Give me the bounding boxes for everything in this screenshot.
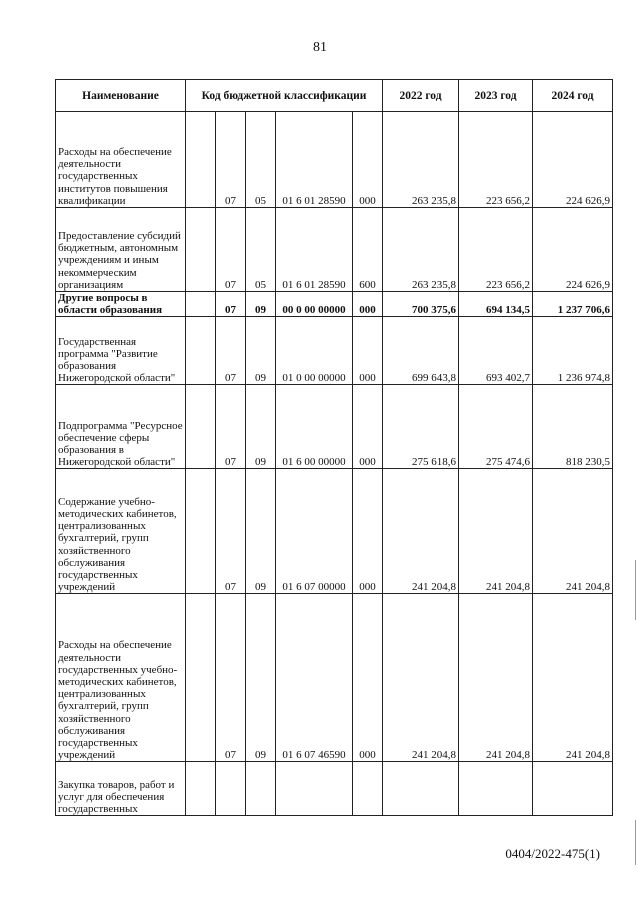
- value-2022-cell: 263 235,8: [383, 112, 459, 208]
- value-2024-cell: 224 626,9: [533, 208, 613, 292]
- code-section-cell: 07: [216, 385, 246, 469]
- header-2022: 2022 год: [383, 80, 459, 112]
- code-cell-0: [186, 112, 216, 208]
- row-name-cell: Подпрограмма "Ресурсное обеспечение сферы образования в Нижегородской области": [56, 385, 186, 469]
- code-cell-0: [186, 208, 216, 292]
- table-row: [56, 469, 613, 594]
- table-row: [56, 762, 613, 816]
- code-target-cell: 01 6 01 28590: [276, 208, 353, 292]
- code-target-cell: 01 6 07 46590: [276, 594, 353, 762]
- value-2022-cell: 263 235,8: [383, 208, 459, 292]
- value-2024-cell: 241 204,8: [533, 594, 613, 762]
- value-2024-cell: 1 236 974,8: [533, 317, 613, 385]
- value-2024-cell: [533, 762, 613, 816]
- code-subsection-cell: 09: [246, 292, 276, 317]
- code-cell-0: [186, 385, 216, 469]
- margin-line: [635, 820, 636, 865]
- code-section-cell: 07: [216, 112, 246, 208]
- code-type-cell: 000: [353, 594, 383, 762]
- value-2023-cell: [459, 762, 533, 816]
- code-section-cell: 07: [216, 469, 246, 594]
- code-cell-0: [186, 762, 216, 816]
- code-type-cell: 600: [353, 208, 383, 292]
- value-2022-cell: [383, 762, 459, 816]
- table-row: [56, 292, 613, 317]
- header-name: Наименование: [56, 80, 186, 112]
- header-2024: 2024 год: [533, 80, 613, 112]
- code-cell-0: [186, 594, 216, 762]
- value-2023-cell: 223 656,2: [459, 112, 533, 208]
- value-2023-cell: 241 204,8: [459, 594, 533, 762]
- value-2023-cell: 693 402,7: [459, 317, 533, 385]
- header-code: Код бюджетной классификации: [186, 80, 383, 112]
- code-subsection-cell: 09: [246, 594, 276, 762]
- code-target-cell: 01 6 01 28590: [276, 112, 353, 208]
- table-row: [56, 112, 613, 208]
- code-target-cell: 01 0 00 00000: [276, 317, 353, 385]
- table-row: [56, 594, 613, 762]
- value-2024-cell: 224 626,9: [533, 112, 613, 208]
- margin-line: [635, 560, 636, 620]
- code-section-cell: 07: [216, 594, 246, 762]
- table-body: [56, 112, 613, 816]
- code-target-cell: 00 0 00 00000: [276, 292, 353, 317]
- code-target-cell: 01 6 00 00000: [276, 385, 353, 469]
- header-row: [56, 80, 613, 112]
- row-name-cell: Закупка товаров, работ и услуг для обеспечения государственных: [56, 762, 186, 816]
- code-type-cell: 000: [353, 469, 383, 594]
- value-2022-cell: 700 375,6: [383, 292, 459, 317]
- code-type-cell: 000: [353, 317, 383, 385]
- document-code: 0404/2022-475(1): [505, 846, 600, 861]
- row-name-cell: Предоставление субсидий бюджетным, автономным учреждениям и иным некоммерческим организациям: [56, 208, 186, 292]
- code-subsection-cell: 05: [246, 208, 276, 292]
- code-section-cell: 07: [216, 292, 246, 317]
- value-2024-cell: 818 230,5: [533, 385, 613, 469]
- value-2022-cell: 275 618,6: [383, 385, 459, 469]
- value-2024-cell: 1 237 706,6: [533, 292, 613, 317]
- code-subsection-cell: 09: [246, 469, 276, 594]
- value-2023-cell: 694 134,5: [459, 292, 533, 317]
- value-2022-cell: 699 643,8: [383, 317, 459, 385]
- row-name-cell: Другие вопросы в области образования: [56, 292, 186, 317]
- code-cell-0: [186, 469, 216, 594]
- code-cell-0: [186, 317, 216, 385]
- code-cell-0: [186, 292, 216, 317]
- code-section-cell: [216, 762, 246, 816]
- code-subsection-cell: 09: [246, 317, 276, 385]
- table-row: [56, 385, 613, 469]
- row-name-cell: Расходы на обеспечение деятельности государственных институтов повышения квалификации: [56, 112, 186, 208]
- code-subsection-cell: 05: [246, 112, 276, 208]
- value-2023-cell: 241 204,8: [459, 469, 533, 594]
- value-2022-cell: 241 204,8: [383, 469, 459, 594]
- code-subsection-cell: [246, 762, 276, 816]
- code-section-cell: 07: [216, 208, 246, 292]
- row-name-cell: Расходы на обеспечение деятельности государственных учебно-методических кабинетов, централизованных бухгалтерий, групп хозяйственного обслуживания государственных учреждений: [56, 594, 186, 762]
- value-2024-cell: 241 204,8: [533, 469, 613, 594]
- code-section-cell: 07: [216, 317, 246, 385]
- code-type-cell: 000: [353, 112, 383, 208]
- code-type-cell: [353, 762, 383, 816]
- code-target-cell: [276, 762, 353, 816]
- page-number: 81: [313, 40, 327, 55]
- row-name-cell: Содержание учебно-методических кабинетов, централизованных бухгалтерий, групп хозяйственного обслуживания государственных учреждений: [56, 469, 186, 594]
- code-type-cell: 000: [353, 385, 383, 469]
- value-2023-cell: 275 474,6: [459, 385, 533, 469]
- row-name-cell: Государственная программа "Развитие образования Нижегородской области": [56, 317, 186, 385]
- value-2022-cell: 241 204,8: [383, 594, 459, 762]
- table-row: [56, 208, 613, 292]
- table-row: [56, 317, 613, 385]
- code-type-cell: 000: [353, 292, 383, 317]
- code-target-cell: 01 6 07 00000: [276, 469, 353, 594]
- code-subsection-cell: 09: [246, 385, 276, 469]
- header-2023: 2023 год: [459, 80, 533, 112]
- value-2023-cell: 223 656,2: [459, 208, 533, 292]
- budget-table: [55, 79, 613, 816]
